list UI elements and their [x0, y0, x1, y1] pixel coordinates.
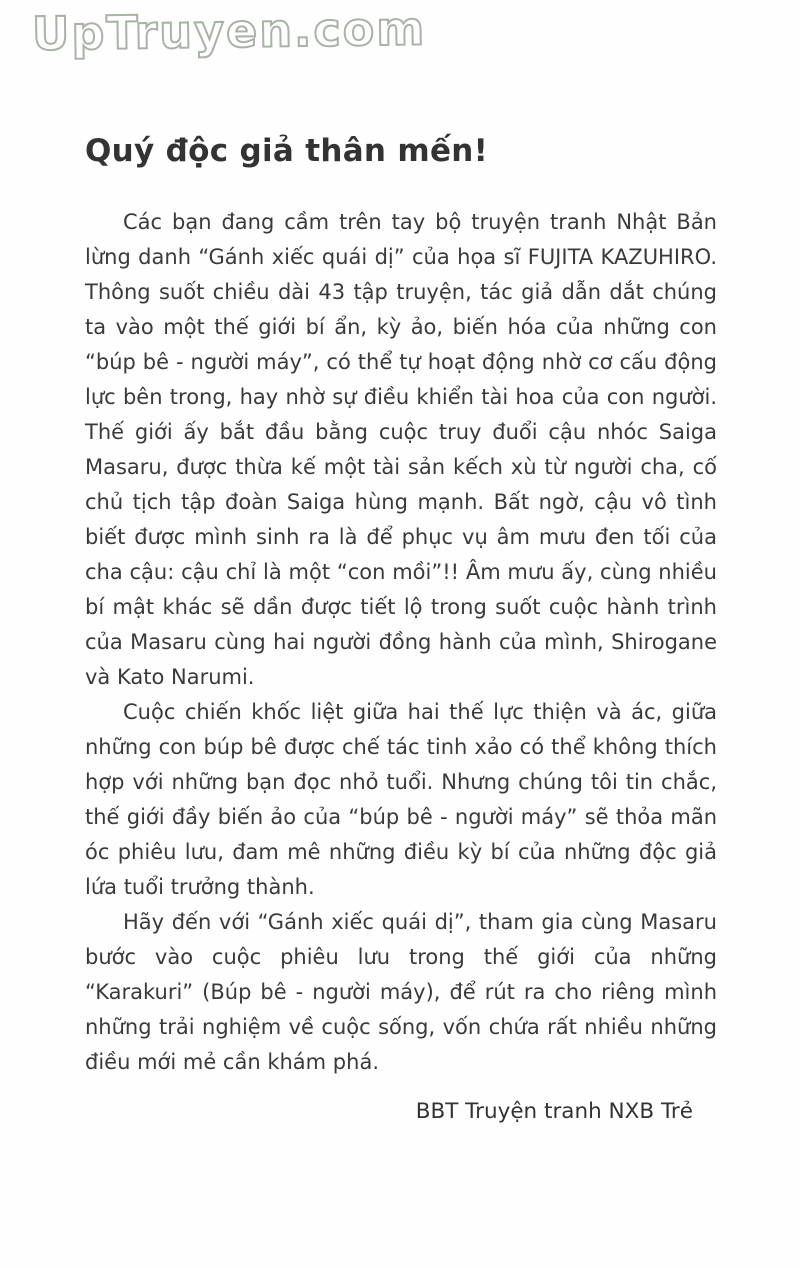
- reader-letter: [85, 133, 717, 1129]
- uptruyen-watermark-logo: UpTruyen.com: [31, 1, 427, 61]
- letter-paragraph-3: Hãy đến với “Gánh xiếc quái dị”, tham gia cùng Masaru bước vào cuộc phiêu lưu trong thế giới của những “Karakuri” (Búp bê - người máy), để rút ra cho riêng mình những trải nghiệm về cuộc sống, vốn chứa rất nhiều những điều mới mẻ cần khám phá.: [85, 910, 717, 1074]
- letter-paragraph-1: Các bạn đang cầm trên tay bộ truyện tranh Nhật Bản lừng danh “Gánh xiếc quái dị” của họa sĩ FUJITA KAZUHIRO. Thông suốt chiều dài 43 tập truyện, tác giả dẫn dắt chúng ta vào một thế giới bí ẩn, kỳ ảo, biến hóa của những con “búp bê - người máy”, có thể tự hoạt động nhờ cơ cấu động lực bên trong, hay nhờ sự điều khiển tài hoa của con người. Thế giới ấy bắt đầu bằng cuộc truy đuổi cậu nhóc Saiga Masaru, được thừa kế một tài sản kếch xù từ người cha, cố chủ tịch tập đoàn Saiga hùng mạnh. Bất ngờ, cậu vô tình biết được mình sinh ra là để phục vụ âm mưu đen tối của cha cậu: cậu chỉ là một “con mồi”!! Âm mưu ấy, cùng nhiều bí mật khác sẽ dần được tiết lộ trong suốt cuộc hành trình của Masaru cùng hai người đồng hành của mình, Shirogane và Kato Narumi.: [85, 210, 717, 689]
- letter-body: [85, 205, 717, 1080]
- letter-signature: BBT Truyện tranh NXB Trẻ: [415, 1099, 693, 1124]
- letter-paragraph-2: Cuộc chiến khốc liệt giữa hai thế lực thiện và ác, giữa những con búp bê được chế tác tinh xảo có thể không thích hợp với những bạn đọc nhỏ tuổi. Nhưng chúng tôi tin chắc, thế giới đầy biến ảo của “búp bê - người máy” sẽ thỏa mãn óc phiêu lưu, đam mê những điều kỳ bí của những độc giả lứa tuổi trưởng thành.: [85, 700, 717, 899]
- letter-title: Quý độc giả thân mến!: [85, 133, 489, 169]
